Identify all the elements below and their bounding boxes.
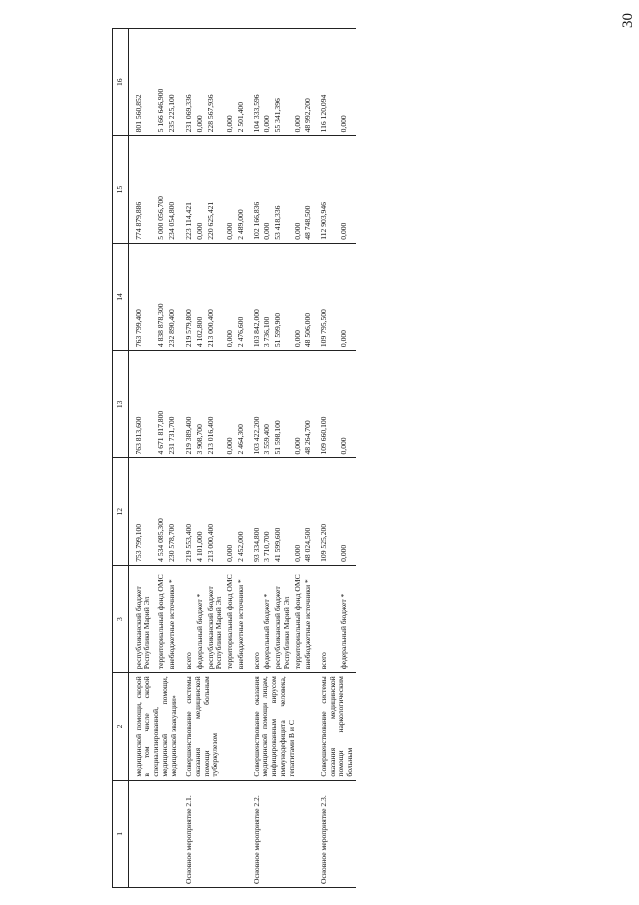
amount-cell: 0,000 bbox=[339, 458, 356, 565]
table-row bbox=[179, 29, 195, 888]
funding-source-cell: территориальный фонд ОМС bbox=[225, 565, 236, 672]
amount-cell: 0,000 bbox=[262, 136, 273, 243]
amount-cell: 0,000 bbox=[339, 351, 356, 458]
amount-cell: 0,000 bbox=[195, 29, 206, 136]
amount-cell: 48 024,500 bbox=[303, 458, 314, 565]
amount-cell: 0,000 bbox=[225, 458, 236, 565]
funding-source-cell: внебюджетные источники * bbox=[236, 565, 247, 672]
funding-table-rotated bbox=[112, 28, 592, 888]
amount-cell: 116 120,094 bbox=[314, 29, 339, 136]
table-header bbox=[113, 29, 129, 888]
column-header-12: 12 bbox=[113, 458, 129, 565]
amount-cell: 232 890,400 bbox=[167, 243, 179, 350]
amount-cell: 4 534 085,300 bbox=[156, 458, 168, 565]
funding-source-cell: республиканский бюджет Республики Марий Эл bbox=[206, 565, 225, 672]
amount-cell: 3 559,400 bbox=[262, 351, 273, 458]
activity-cell: Основное мероприятие 2.2. bbox=[247, 780, 314, 887]
amount-cell: 0,000 bbox=[339, 243, 356, 350]
amount-cell: 219 579,800 bbox=[179, 243, 195, 350]
amount-cell: 3 908,700 bbox=[195, 351, 206, 458]
amount-cell: 53 418,336 bbox=[273, 136, 292, 243]
funding-source-cell: федеральный бюджет * bbox=[339, 565, 356, 672]
amount-cell: 103 422,200 bbox=[247, 351, 263, 458]
amount-cell: 0,000 bbox=[225, 351, 236, 458]
amount-cell: 231 731,700 bbox=[167, 351, 179, 458]
table-body bbox=[128, 29, 356, 888]
amount-cell: 55 341,396 bbox=[273, 29, 292, 136]
amount-cell: 93 334,800 bbox=[247, 458, 263, 565]
amount-cell: 228 567,936 bbox=[206, 29, 225, 136]
amount-cell: 0,000 bbox=[293, 136, 304, 243]
activity-cell: Основное мероприятие 2.1. bbox=[179, 780, 246, 887]
amount-cell: 753 799,100 bbox=[128, 458, 155, 565]
amount-cell: 763 813,600 bbox=[128, 351, 155, 458]
column-header-14: 14 bbox=[113, 243, 129, 350]
amount-cell: 219 389,400 bbox=[179, 351, 195, 458]
amount-cell: 109 660,100 bbox=[314, 351, 339, 458]
amount-cell: 3 710,700 bbox=[262, 458, 273, 565]
column-header-13: 13 bbox=[113, 351, 129, 458]
page-number: 30 bbox=[620, 13, 636, 28]
amount-cell: 4 671 817,800 bbox=[156, 351, 168, 458]
funding-source-cell: территориальный фонд ОМС bbox=[156, 565, 168, 672]
amount-cell: 2 452,000 bbox=[236, 458, 247, 565]
amount-cell: 109 525,200 bbox=[314, 458, 339, 565]
description-cell: Совершенствование системы оказания медицинской помощи больным туберкулезом bbox=[179, 673, 246, 780]
amount-cell: 48 506,000 bbox=[303, 243, 314, 350]
column-header-1: 1 bbox=[113, 780, 129, 887]
amount-cell: 3 736,100 bbox=[262, 243, 273, 350]
header-row bbox=[113, 29, 129, 888]
amount-cell: 0,000 bbox=[293, 243, 304, 350]
amount-cell: 51 598,100 bbox=[273, 351, 292, 458]
amount-cell: 103 842,000 bbox=[247, 243, 263, 350]
amount-cell: 109 795,500 bbox=[314, 243, 339, 350]
amount-cell: 219 553,400 bbox=[179, 458, 195, 565]
funding-source-cell: республиканский бюджет Республики Марий Эл bbox=[273, 565, 292, 672]
funding-source-cell: всего bbox=[314, 565, 339, 672]
amount-cell: 102 166,836 bbox=[247, 136, 263, 243]
amount-cell: 48 748,500 bbox=[303, 136, 314, 243]
amount-cell: 4 838 878,300 bbox=[156, 243, 168, 350]
amount-cell: 213 000,400 bbox=[206, 243, 225, 350]
amount-cell: 763 799,400 bbox=[128, 243, 155, 350]
amount-cell: 0,000 bbox=[293, 29, 304, 136]
table-row bbox=[247, 29, 263, 888]
amount-cell: 0,000 bbox=[339, 29, 356, 136]
description-cell: медицинской помощи, скорой в том числе скорой специализированной, медицинской помощи, медицинской эвакуации» bbox=[128, 673, 179, 780]
amount-cell: 48 264,700 bbox=[303, 351, 314, 458]
amount-cell: 0,000 bbox=[225, 29, 236, 136]
amount-cell: 2 489,000 bbox=[236, 136, 247, 243]
amount-cell: 2 476,600 bbox=[236, 243, 247, 350]
amount-cell: 41 599,600 bbox=[273, 458, 292, 565]
description-cell: Совершенствование оказания медицинской помощи лицам, инфицированным вирусом иммунодефицита человека, гепатитами В и С bbox=[247, 673, 314, 780]
table-row bbox=[314, 29, 339, 888]
amount-cell: 213 016,400 bbox=[206, 351, 225, 458]
amount-cell: 112 903,946 bbox=[314, 136, 339, 243]
amount-cell: 231 069,336 bbox=[179, 29, 195, 136]
column-header-15: 15 bbox=[113, 136, 129, 243]
amount-cell: 0,000 bbox=[225, 243, 236, 350]
amount-cell: 0,000 bbox=[195, 136, 206, 243]
amount-cell: 4 101,000 bbox=[195, 458, 206, 565]
funding-source-cell: внебюджетные источники * bbox=[167, 565, 179, 672]
column-header-16: 16 bbox=[113, 29, 129, 136]
amount-cell: 2 501,400 bbox=[236, 29, 247, 136]
amount-cell: 5 166 646,900 bbox=[156, 29, 168, 136]
amount-cell: 223 114,421 bbox=[179, 136, 195, 243]
funding-table bbox=[112, 28, 356, 888]
activity-cell bbox=[128, 780, 179, 887]
funding-source-cell: республиканский бюджет Республики Марий Эл bbox=[128, 565, 155, 672]
amount-cell: 774 879,886 bbox=[128, 136, 155, 243]
amount-cell: 801 560,852 bbox=[128, 29, 155, 136]
amount-cell: 104 333,596 bbox=[247, 29, 263, 136]
funding-source-cell: всего bbox=[179, 565, 195, 672]
amount-cell: 0,000 bbox=[262, 29, 273, 136]
amount-cell: 235 225,100 bbox=[167, 29, 179, 136]
column-header-2: 2 bbox=[113, 673, 129, 780]
amount-cell: 48 992,200 bbox=[303, 29, 314, 136]
amount-cell: 220 625,421 bbox=[206, 136, 225, 243]
funding-source-cell: территориальный фонд ОМС bbox=[293, 565, 304, 672]
funding-source-cell: внебюджетные источники * bbox=[303, 565, 314, 672]
funding-source-cell: федеральный бюджет * bbox=[262, 565, 273, 672]
amount-cell: 234 054,800 bbox=[167, 136, 179, 243]
amount-cell: 0,000 bbox=[293, 458, 304, 565]
amount-cell: 2 464,300 bbox=[236, 351, 247, 458]
amount-cell: 0,000 bbox=[225, 136, 236, 243]
amount-cell: 230 578,700 bbox=[167, 458, 179, 565]
funding-source-cell: всего bbox=[247, 565, 263, 672]
funding-source-cell: федеральный бюджет * bbox=[195, 565, 206, 672]
description-cell: Совершенствование системы оказания медицинской помощи наркологическим больным bbox=[314, 673, 356, 780]
amount-cell: 0,000 bbox=[339, 136, 356, 243]
amount-cell: 51 599,900 bbox=[273, 243, 292, 350]
amount-cell: 4 102,800 bbox=[195, 243, 206, 350]
amount-cell: 213 000,400 bbox=[206, 458, 225, 565]
column-header-3: 3 bbox=[113, 565, 129, 672]
amount-cell: 0,000 bbox=[293, 351, 304, 458]
amount-cell: 5 000 056,700 bbox=[156, 136, 168, 243]
table-row bbox=[128, 29, 155, 888]
activity-cell: Основное мероприятие 2.3. bbox=[314, 780, 356, 887]
